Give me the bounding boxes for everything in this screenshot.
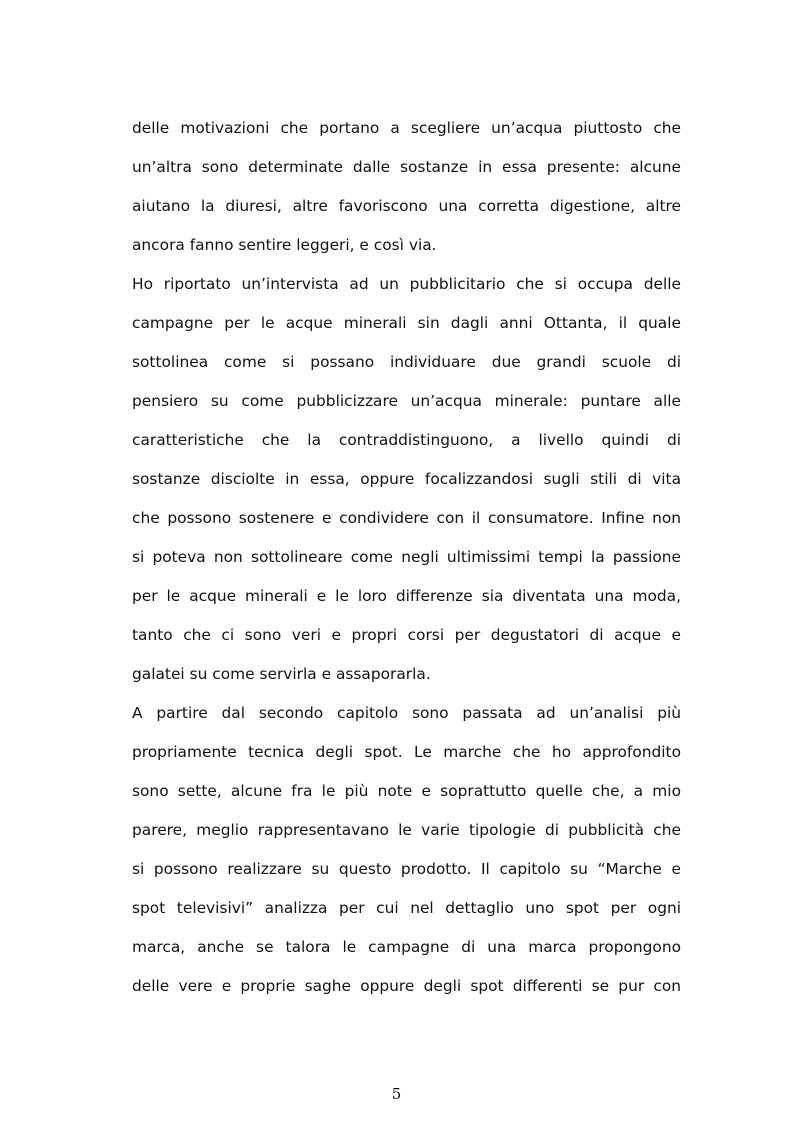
page-number: 5 xyxy=(391,1085,402,1103)
text-line: per le acque minerali e le loro differenze sia diventata una moda, xyxy=(132,587,681,605)
text-line: sono sette, alcune fra le più note e soprattutto quelle che, a mio xyxy=(132,782,681,800)
text-line: pensiero su come pubblicizzare un’acqua minerale: puntare alle xyxy=(132,392,681,410)
text-line: sostanze disciolte in essa, oppure focalizzandosi sugli stili di vita xyxy=(132,470,681,488)
text-line: tanto che ci sono veri e propri corsi per degustatori di acque e xyxy=(132,626,681,644)
text-line: che possono sostenere e condividere con il consumatore. Infine non xyxy=(132,509,681,527)
text-line: parere, meglio rappresentavano le varie tipologie di pubblicità che xyxy=(132,821,681,839)
body-text xyxy=(132,109,681,1006)
text-line: sottolinea come si possano individuare due grandi scuole di xyxy=(132,353,681,371)
text-line: delle vere e proprie saghe oppure degli spot differenti se pur con xyxy=(132,977,681,995)
text-line: marca, anche se talora le campagne di una marca propongono xyxy=(132,938,681,956)
text-line: si poteva non sottolineare come negli ultimissimi tempi la passione xyxy=(132,548,681,566)
text-line: campagne per le acque minerali sin dagli anni Ottanta, il quale xyxy=(132,314,681,332)
text-line: caratteristiche che la contraddistinguono, a livello quindi di xyxy=(132,431,681,449)
text-line: propriamente tecnica degli spot. Le marche che ho approfondito xyxy=(132,743,681,761)
text-line: un’altra sono determinate dalle sostanze in essa presente: alcune xyxy=(132,158,681,176)
text-line: aiutano la diuresi, altre favoriscono una corretta digestione, altre xyxy=(132,197,681,215)
text-line: delle motivazioni che portano a scegliere un’acqua piuttosto che xyxy=(132,119,681,137)
text-line: A partire dal secondo capitolo sono passata ad un’analisi più xyxy=(132,704,681,722)
text-line: ancora fanno sentire leggeri, e così via. xyxy=(132,236,437,254)
text-line: Ho riportato un’intervista ad un pubblicitario che si occupa delle xyxy=(132,275,681,293)
text-line: spot televisivi” analizza per cui nel dettaglio uno spot per ogni xyxy=(132,899,681,917)
text-line: galatei su come servirla e assaporarla. xyxy=(132,665,431,683)
text-line: si possono realizzare su questo prodotto. Il capitolo su “Marche e xyxy=(132,860,681,878)
